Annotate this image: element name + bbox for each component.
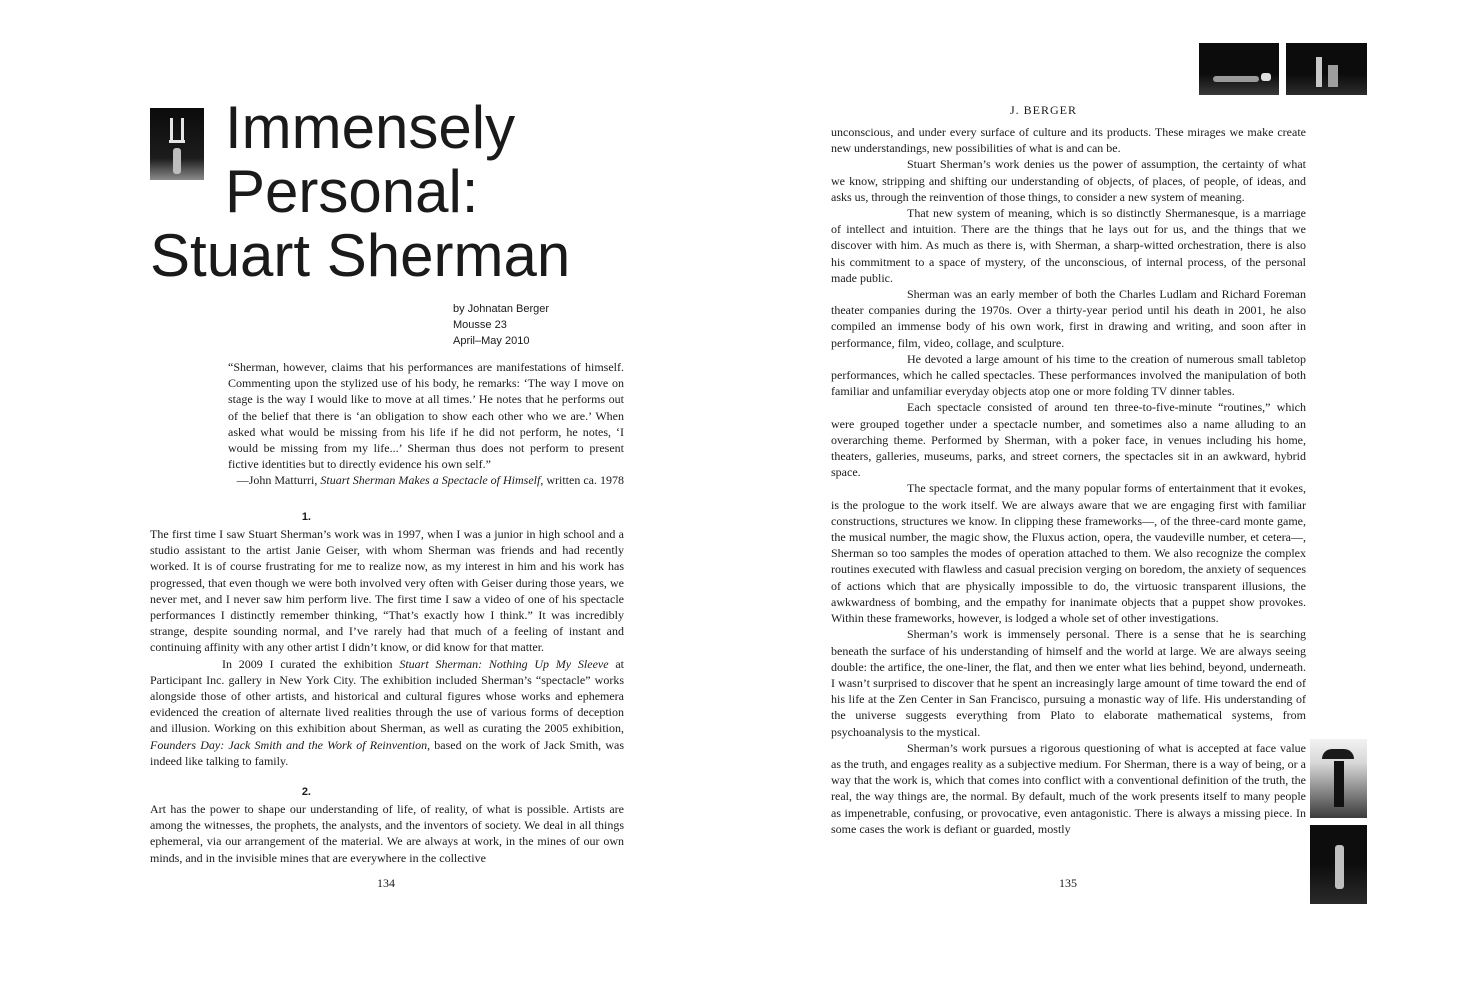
performance-photo-thumbnail-2	[1286, 43, 1367, 95]
byline-date: April–May 2010	[453, 335, 530, 347]
section-2-paragraph-1: Art has the power to shape our understanding of life, of reality, of what is possible. Artists are among the witnesses, the prophets, the analysts, and the inventors of society. We deal in all things ephemeral, via our arrangement of the material. We are always at work, in the mines of our own minds, and in the invisible mines that are everywhere in the collective	[150, 802, 624, 865]
right-paragraph-7: The spectacle format, and the many popular forms of entertainment that it evokes, is the prologue to the work itself. We are always aware that we are engaging first with familiar constructions, structures we know. In clipping these frameworks—, of the three-card monte game, the musical number, the magic show, the Fluxus action, opera, the vaudeville number, et cetera—, Sherman so too samples the modes of operation attached to them. We also recognize the complex routines executed with flawless and casual precision verging on boredom, the anxiety of sequences of actions which that are physically impossible to do, the virtuosic transparent illusions, the awkwardness of bombing, and the empathy for inanimate objects that a puppet show provokes. Within these frameworks, however, is lodged a whole set of other investigations.	[831, 481, 1306, 626]
right-paragraph-1: unconscious, and under every surface of culture and its products. These mirages we make create new understandings, new possibilities of what is and can be.	[831, 125, 1306, 156]
left-page	[0, 0, 728, 995]
epigraph-attribution: —John Matturri, Stuart Sherman Makes a Spectacle of Himself, written ca. 1978	[236, 473, 624, 488]
byline-author: by Johnatan Berger	[453, 303, 550, 315]
right-paragraph-8: Sherman’s work is immensely personal. There is a sense that he is searching beneath the surface of his understanding of himself and the world at large. We are always seeing double: the artifice, the one-liner, the flat, and then we enter what lies behind, beyond, underneath. I wasn’t surprised to discover that he spent an increasingly large amount of time toward the end of his life at the Zen Center in San Francisco, pursuing a monastic way of life. His understanding of the universe suggests everything from Plato to elaborate mathematical systems, from psychoanalysis to the mystical.	[831, 627, 1306, 739]
epigraph-text: “Sherman, however, claims that his performances are manifestations of himself. Commenting upon the stylized use of his body, he remarks: ‘The way I move on stage is the way I would like to move at all times.’ He notes that he performs out of the belief that there is ‘an obligation to show each other who we are.’ When asked what would be missing from his life if he did not perform, he notes, ‘I would be missing from my life...’ Sherman thus does not perform to present fictive identities but to directly evidence his own self.”	[228, 360, 624, 472]
epigraph	[228, 359, 624, 489]
right-paragraph-2: Stuart Sherman’s work denies us the power of assumption, the certainty of what we know, stripping and shifting our understanding of objects, of places, of people, of ideas, and asks us, through the reinvention of those things, to consider a new system of meaning.	[831, 157, 1306, 204]
right-paragraph-5: He devoted a large amount of his time to the creation of numerous small tabletop performances, which he called spectacles. These performances involved the manipulation of both familiar and unfamiliar everyday objects atop one or more folding TV dinner tables.	[831, 351, 1306, 399]
right-page	[728, 0, 1457, 995]
section-1-body	[150, 526, 624, 769]
right-paragraph-6: Each spectacle consisted of around ten three-to-five-minute “routines,” which were grouped together under a spectacle number, and sometimes also a name alluding to an overarching theme. Performed by Sherman, with a poker face, in venues including his home, theaters, galleries, museums, parks, and street corners, the spectacles sit in an awkward, hybrid space.	[831, 400, 1306, 480]
article-title	[150, 96, 670, 288]
right-paragraph-4: Sherman was an early member of both the Charles Ludlam and Richard Foreman theater companies during the 1970s. Over a thirty-year period until his death in 2001, he also compiled an immense body of his own work, first in drawing and writing, and soon after in performance, film, video, collage, and sculpture.	[831, 287, 1306, 350]
title-line-1: Immensely	[225, 94, 516, 161]
right-paragraph-3: That new system of meaning, which is so distinctly Shermanesque, is a marriage of intellect and intuition. There are the things that he lays out for us, and the things that we discover with him. As much as there is, with Sherman, a sharp-witted orchestration, there is also his commitment to a space of mystery, of the unconscious, of internal process, of the personal made public.	[831, 206, 1306, 285]
section-1-paragraph-2: In 2009 I curated the exhibition Stuart Sherman: Nothing Up My Sleeve at Participant Inc. gallery in New York City. The exhibition included Sherman’s “spectacle” works alongside those of other artists, and historical and cultural figures whose works and ephemera evidenced the creation of alternate lived realities through the use of various forms of deception and illusion. Working on this exhibition about Sherman, as well as curating the 2005 exhibition, Founders Day: Jack Smith and the Work of Reinvention, based on the work of Jack Smith, was indeed like talking to family.	[150, 656, 624, 768]
title-line-3: Stuart Sherman	[150, 222, 571, 289]
page-number-right: 135	[1059, 876, 1077, 890]
right-column-body	[831, 124, 1306, 837]
performance-photo-thumbnail-1	[1199, 43, 1279, 95]
section-number-2: 2.	[301, 786, 311, 798]
section-2-body	[150, 801, 624, 866]
page-number-left: 134	[377, 876, 395, 890]
right-paragraph-9: Sherman’s work pursues a rigorous questioning of what is accepted at face value as the truth, and engages reality as a subjective medium. For Sherman, there is a way of being, or a way that the work is, which that comes into conflict with a conventional definition of the truth, the real, the way things are, the normal. By default, much of the work presents itself to many people as impenetrable, confusing, or provocative, even antagonistic. There is always a missing piece. In some cases the work is defiant or guarded, mostly	[831, 740, 1306, 836]
byline-publication: Mousse 23	[453, 319, 507, 331]
running-head: J. BERGER	[1010, 103, 1078, 117]
performance-photo-umbrella	[1310, 739, 1367, 818]
title-line-2: Personal:	[225, 158, 479, 225]
byline	[453, 301, 549, 349]
section-number-1: 1.	[301, 511, 311, 523]
performance-photo-figure	[1310, 825, 1367, 904]
section-1-paragraph-1: The first time I saw Stuart Sherman’s work was in 1997, when I was a junior in high school and a studio assistant to the artist Janie Geiser, with whom Sherman was friends and had recently worked. It is of course frustrating for me to realize now, as my interest in him and his work has progressed, that even though we were both involved very often with Geiser during those years, we never met, and I never saw him perform live. The first time I saw a video of one of his spectacle performances I distinctly remember thinking, “That’s exactly how I think.” It was incredibly strange, despite sounding normal, and I’ve rarely had that much of a feeling of instant and continuing affinity with any other artist I didn’t know, or did know for that matter.	[150, 527, 624, 655]
